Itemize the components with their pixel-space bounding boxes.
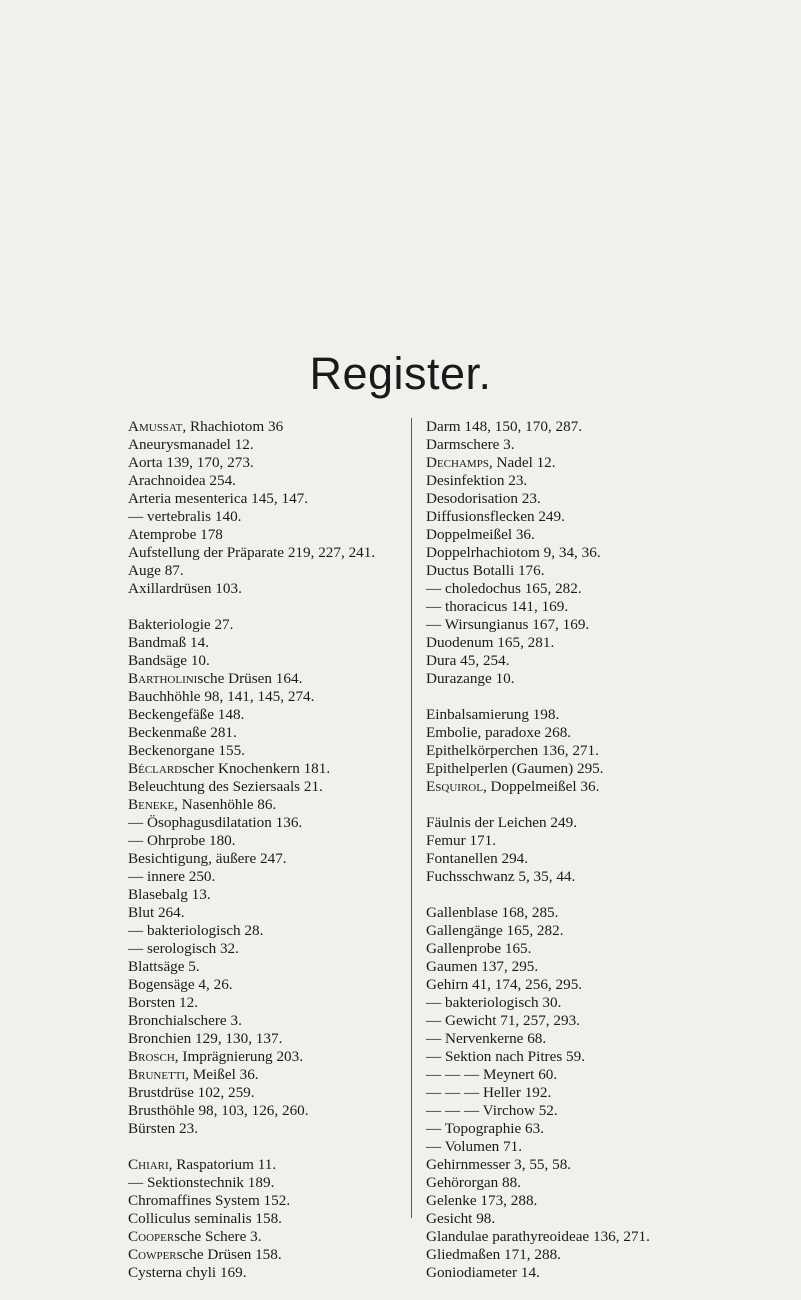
index-entry-text: Doppelmeißel 36. [426, 526, 535, 543]
index-entry [128, 1066, 398, 1084]
index-entry [128, 886, 398, 904]
index-entry-text: — Sektionstechnik 189. [128, 1174, 275, 1191]
index-entry [128, 688, 398, 706]
index-entry [128, 562, 398, 580]
index-group-right-0 [426, 418, 726, 688]
index-entry-text: — thoracicus 141, 169. [426, 598, 569, 615]
index-entry [426, 1264, 726, 1282]
index-entry-text: Gehirnmesser 3, 55, 58. [426, 1156, 572, 1173]
index-entry-text: — vertebralis 140. [128, 508, 242, 525]
index-entry [128, 994, 398, 1012]
index-entry [426, 1192, 726, 1210]
index-entry-text: Blasebalg 13. [128, 886, 211, 903]
index-entry [426, 994, 726, 1012]
index-entry [426, 634, 726, 652]
index-entry-text: Ductus Botalli 176. [426, 562, 545, 579]
index-entry [128, 1120, 398, 1138]
index-entry-text: Aufstellung der Präparate 219, 227, 241. [128, 544, 376, 561]
index-entry [426, 490, 726, 508]
index-entry-text: sche Schere 3. [174, 1228, 262, 1245]
index-entry-text: Borsten 12. [128, 994, 199, 1011]
index-entry-text: scher Knochenkern 181. [182, 760, 331, 777]
index-entry [128, 976, 398, 994]
index-entry-name: Dechamps, [426, 454, 493, 471]
index-entry-name: Beneke, [128, 796, 178, 813]
index-entry-text: Bakteriologie 27. [128, 616, 234, 633]
index-entry-text: Imprägnierung 203. [178, 1048, 304, 1065]
index-entry-text: Atemprobe 178 [128, 526, 223, 543]
index-entry [426, 940, 726, 958]
index-entry-text: Arachnoidea 254. [128, 472, 236, 489]
index-entry-text: Femur 171. [426, 832, 497, 849]
index-entry [426, 922, 726, 940]
index-entry [426, 1084, 726, 1102]
index-entry [128, 1228, 398, 1246]
index-entry [426, 454, 726, 472]
index-entry [128, 904, 398, 922]
index-entry [128, 1156, 398, 1174]
index-entry [128, 1102, 398, 1120]
index-entry [426, 868, 726, 886]
index-entry [128, 940, 398, 958]
index-entry [426, 1174, 726, 1192]
index-entry-text: Desinfektion 23. [426, 472, 528, 489]
index-entry-text: — bakteriologisch 30. [426, 994, 562, 1011]
index-entry-text: — choledochus 165, 282. [426, 580, 582, 597]
index-entry-name: Brosch, [128, 1048, 179, 1065]
index-entry-text: Epithelperlen (Gaumen) 295. [426, 760, 604, 777]
index-entry [128, 1084, 398, 1102]
index-entry-text: Bandmaß 14. [128, 634, 209, 651]
index-entry [128, 1012, 398, 1030]
index-entry-text: Beckenorgane 155. [128, 742, 245, 759]
index-entry-text: Embolie, paradoxe 268. [426, 724, 572, 741]
index-entry-text: Bauchhöhle 98, 141, 145, 274. [128, 688, 315, 705]
index-column-left [128, 418, 398, 1300]
index-entry [128, 1048, 398, 1066]
index-entry [426, 832, 726, 850]
index-group-right-3 [426, 904, 726, 1282]
index-entry-text: — Topographie 63. [426, 1120, 545, 1137]
index-entry-text: Glandulae parathyreoideae 136, 271. [426, 1228, 650, 1245]
index-entry [426, 544, 726, 562]
index-entry-text: Gallenprobe 165. [426, 940, 532, 957]
index-entry-text: Duodenum 165, 281. [426, 634, 555, 651]
index-entry [128, 814, 398, 832]
index-entry-text: Beckenmaße 281. [128, 724, 237, 741]
index-entry-text: Doppelmeißel 36. [486, 778, 600, 795]
index-entry-text: — Sektion nach Pitres 59. [426, 1048, 586, 1065]
index-entry [128, 1030, 398, 1048]
index-entry [128, 652, 398, 670]
index-entry [128, 472, 398, 490]
index-entry-text: Nadel 12. [492, 454, 556, 471]
index-entry-text: — Nervenkerne 68. [426, 1030, 547, 1047]
index-entry [426, 652, 726, 670]
index-entry-text: sche Drüsen 164. [197, 670, 303, 687]
index-entry [426, 850, 726, 868]
index-group-left-1 [128, 616, 398, 1138]
index-entry-text: Gallengänge 165, 282. [426, 922, 564, 939]
index-entry-text: Fäulnis der Leichen 249. [426, 814, 577, 831]
index-entry [128, 418, 398, 436]
index-entry [128, 454, 398, 472]
index-group-right-1 [426, 706, 726, 796]
index-entry-text: Besichtigung, äußere 247. [128, 850, 287, 867]
index-entry [128, 580, 398, 598]
index-entry [128, 850, 398, 868]
index-entry-text: — innere 250. [128, 868, 216, 885]
index-entry-text: Dura 45, 254. [426, 652, 510, 669]
index-entry [426, 976, 726, 994]
index-entry [128, 436, 398, 454]
index-entry-text: Einbalsamierung 198. [426, 706, 560, 723]
index-entry-text: Auge 87. [128, 562, 184, 579]
index-entry [426, 616, 726, 634]
index-entry-text: Beleuchtung des Seziersaals 21. [128, 778, 323, 795]
index-entry [128, 760, 398, 778]
index-entry-text: Gliedmaßen 171, 288. [426, 1246, 561, 1263]
index-entry [128, 526, 398, 544]
index-entry-text: Arteria mesenterica 145, 147. [128, 490, 309, 507]
index-entry [128, 958, 398, 976]
index-entry [128, 1192, 398, 1210]
index-entry [426, 706, 726, 724]
index-entry [128, 670, 398, 688]
index-entry-text: Gallenblase 168, 285. [426, 904, 559, 921]
index-entry-text: Goniodiameter 14. [426, 1264, 540, 1281]
index-entry-text: Gelenke 173, 288. [426, 1192, 538, 1209]
index-entry-name: Béclard [128, 760, 183, 777]
index-entry [426, 742, 726, 760]
index-entry-text: Raspatorium 11. [172, 1156, 277, 1173]
index-entry-text: Darmschere 3. [426, 436, 515, 453]
index-entry-text: Gehirn 41, 174, 256, 295. [426, 976, 583, 993]
index-entry [426, 1246, 726, 1264]
index-entry [426, 1030, 726, 1048]
index-entry-text: Brusthöhle 98, 103, 126, 260. [128, 1102, 309, 1119]
index-entry-text: — Ösophagusdilatation 136. [128, 814, 303, 831]
index-entry [128, 1246, 398, 1264]
index-entry-text: Blattsäge 5. [128, 958, 200, 975]
index-entry-text: Diffusionsflecken 249. [426, 508, 565, 525]
index-entry [426, 958, 726, 976]
index-group-right-2 [426, 814, 726, 886]
page-title: Register. [309, 348, 492, 399]
index-entry-text: Bogensäge 4, 26. [128, 976, 233, 993]
index-entry [426, 1012, 726, 1030]
index-entry-text: Durazange 10. [426, 670, 515, 687]
index-entry [128, 544, 398, 562]
index-entry-text: — Ohrprobe 180. [128, 832, 236, 849]
index-entry [128, 796, 398, 814]
index-entry [426, 1210, 726, 1228]
index-entry [426, 472, 726, 490]
index-entry-text: Aneurysmanadel 12. [128, 436, 254, 453]
index-entry-text: Fuchsschwanz 5, 35, 44. [426, 868, 576, 885]
index-entry [426, 760, 726, 778]
index-entry-text: Colliculus seminalis 158. [128, 1210, 282, 1227]
index-entry [426, 598, 726, 616]
index-entry-text: — bakteriologisch 28. [128, 922, 264, 939]
index-entry-text: — Volumen 71. [426, 1138, 523, 1155]
index-entry [426, 580, 726, 598]
index-entry [426, 436, 726, 454]
index-entry-text: Rhachiotom 36 [186, 418, 284, 435]
index-entry-text: Bandsäge 10. [128, 652, 210, 669]
index-group-left-2 [128, 1156, 398, 1282]
index-entry [128, 706, 398, 724]
index-entry-text: Aorta 139, 170, 273. [128, 454, 254, 471]
index-entry [426, 1102, 726, 1120]
index-entry-name: Bartholini [128, 670, 198, 687]
index-entry-text: Epithelkörperchen 136, 271. [426, 742, 599, 759]
index-entry [426, 418, 726, 436]
index-entry [426, 562, 726, 580]
index-entry-text: Darm 148, 150, 170, 287. [426, 418, 583, 435]
index-entry-text: Brustdrüse 102, 259. [128, 1084, 255, 1101]
index-entry-text: Fontanellen 294. [426, 850, 529, 867]
index-entry [128, 724, 398, 742]
index-entry [426, 526, 726, 544]
index-entry [128, 490, 398, 508]
index-entry-text: Cysterna chyli 169. [128, 1264, 247, 1281]
index-entry [128, 778, 398, 796]
index-entry [128, 832, 398, 850]
index-entry-text: Blut 264. [128, 904, 185, 921]
index-entry-text: Beckengefäße 148. [128, 706, 245, 723]
index-entry-name: Cooper [128, 1228, 175, 1245]
index-entry [426, 508, 726, 526]
index-entry-text: Doppelrhachiotom 9, 34, 36. [426, 544, 601, 561]
index-entry-text: — — — Heller 192. [426, 1084, 552, 1101]
index-entry-text: Meißel 36. [188, 1066, 259, 1083]
index-entry [426, 904, 726, 922]
index-entry-text: Gehörorgan 88. [426, 1174, 522, 1191]
index-entry [128, 634, 398, 652]
index-entry [128, 868, 398, 886]
index-entry [426, 724, 726, 742]
index-entry-text: — — — Virchow 52. [426, 1102, 558, 1119]
index-entry-text: Gaumen 137, 295. [426, 958, 539, 975]
index-entry [426, 814, 726, 832]
index-entry [426, 1156, 726, 1174]
index-entry-text: — serologisch 32. [128, 940, 239, 957]
index-entry-name: Brunetti, [128, 1066, 189, 1083]
index-entry-text: — Wirsungianus 167, 169. [426, 616, 590, 633]
index-entry-text: sche Drüsen 158. [176, 1246, 282, 1263]
index-entry-text: Gesicht 98. [426, 1210, 496, 1227]
index-entry [128, 742, 398, 760]
index-entry [426, 778, 726, 796]
index-group-left-0 [128, 418, 398, 598]
index-entry-name: Amussat, [128, 418, 187, 435]
index-entry-text: Nasenhöhle 86. [177, 796, 277, 813]
index-column-right [411, 418, 726, 1281]
index-entry [426, 670, 726, 688]
index-entry-text: — Gewicht 71, 257, 293. [426, 1012, 580, 1029]
index-entry-text: Desodorisation 23. [426, 490, 541, 507]
index-entry-text: Bronchialschere 3. [128, 1012, 242, 1029]
index-entry [128, 616, 398, 634]
index-entry-text: — — — Meynert 60. [426, 1066, 558, 1083]
index-entry [426, 1120, 726, 1138]
index-entry [128, 1264, 398, 1282]
index-entry-text: Axillardrüsen 103. [128, 580, 242, 597]
index-entry-name: Cowper [128, 1246, 177, 1263]
index-entry [426, 1066, 726, 1084]
index-entry [426, 1228, 726, 1246]
index-entry-text: Chromaffines System 152. [128, 1192, 291, 1209]
index-entry [128, 508, 398, 526]
index-entry-name: Chiari, [128, 1156, 173, 1173]
index-entry [426, 1138, 726, 1156]
index-entry-text: Bronchien 129, 130, 137. [128, 1030, 283, 1047]
index-entry-text: Bürsten 23. [128, 1120, 199, 1137]
index-entry [128, 922, 398, 940]
index-entry [128, 1210, 398, 1228]
index-entry [426, 1048, 726, 1066]
index-entry [128, 1174, 398, 1192]
index-entry-name: Esquirol, [426, 778, 487, 795]
